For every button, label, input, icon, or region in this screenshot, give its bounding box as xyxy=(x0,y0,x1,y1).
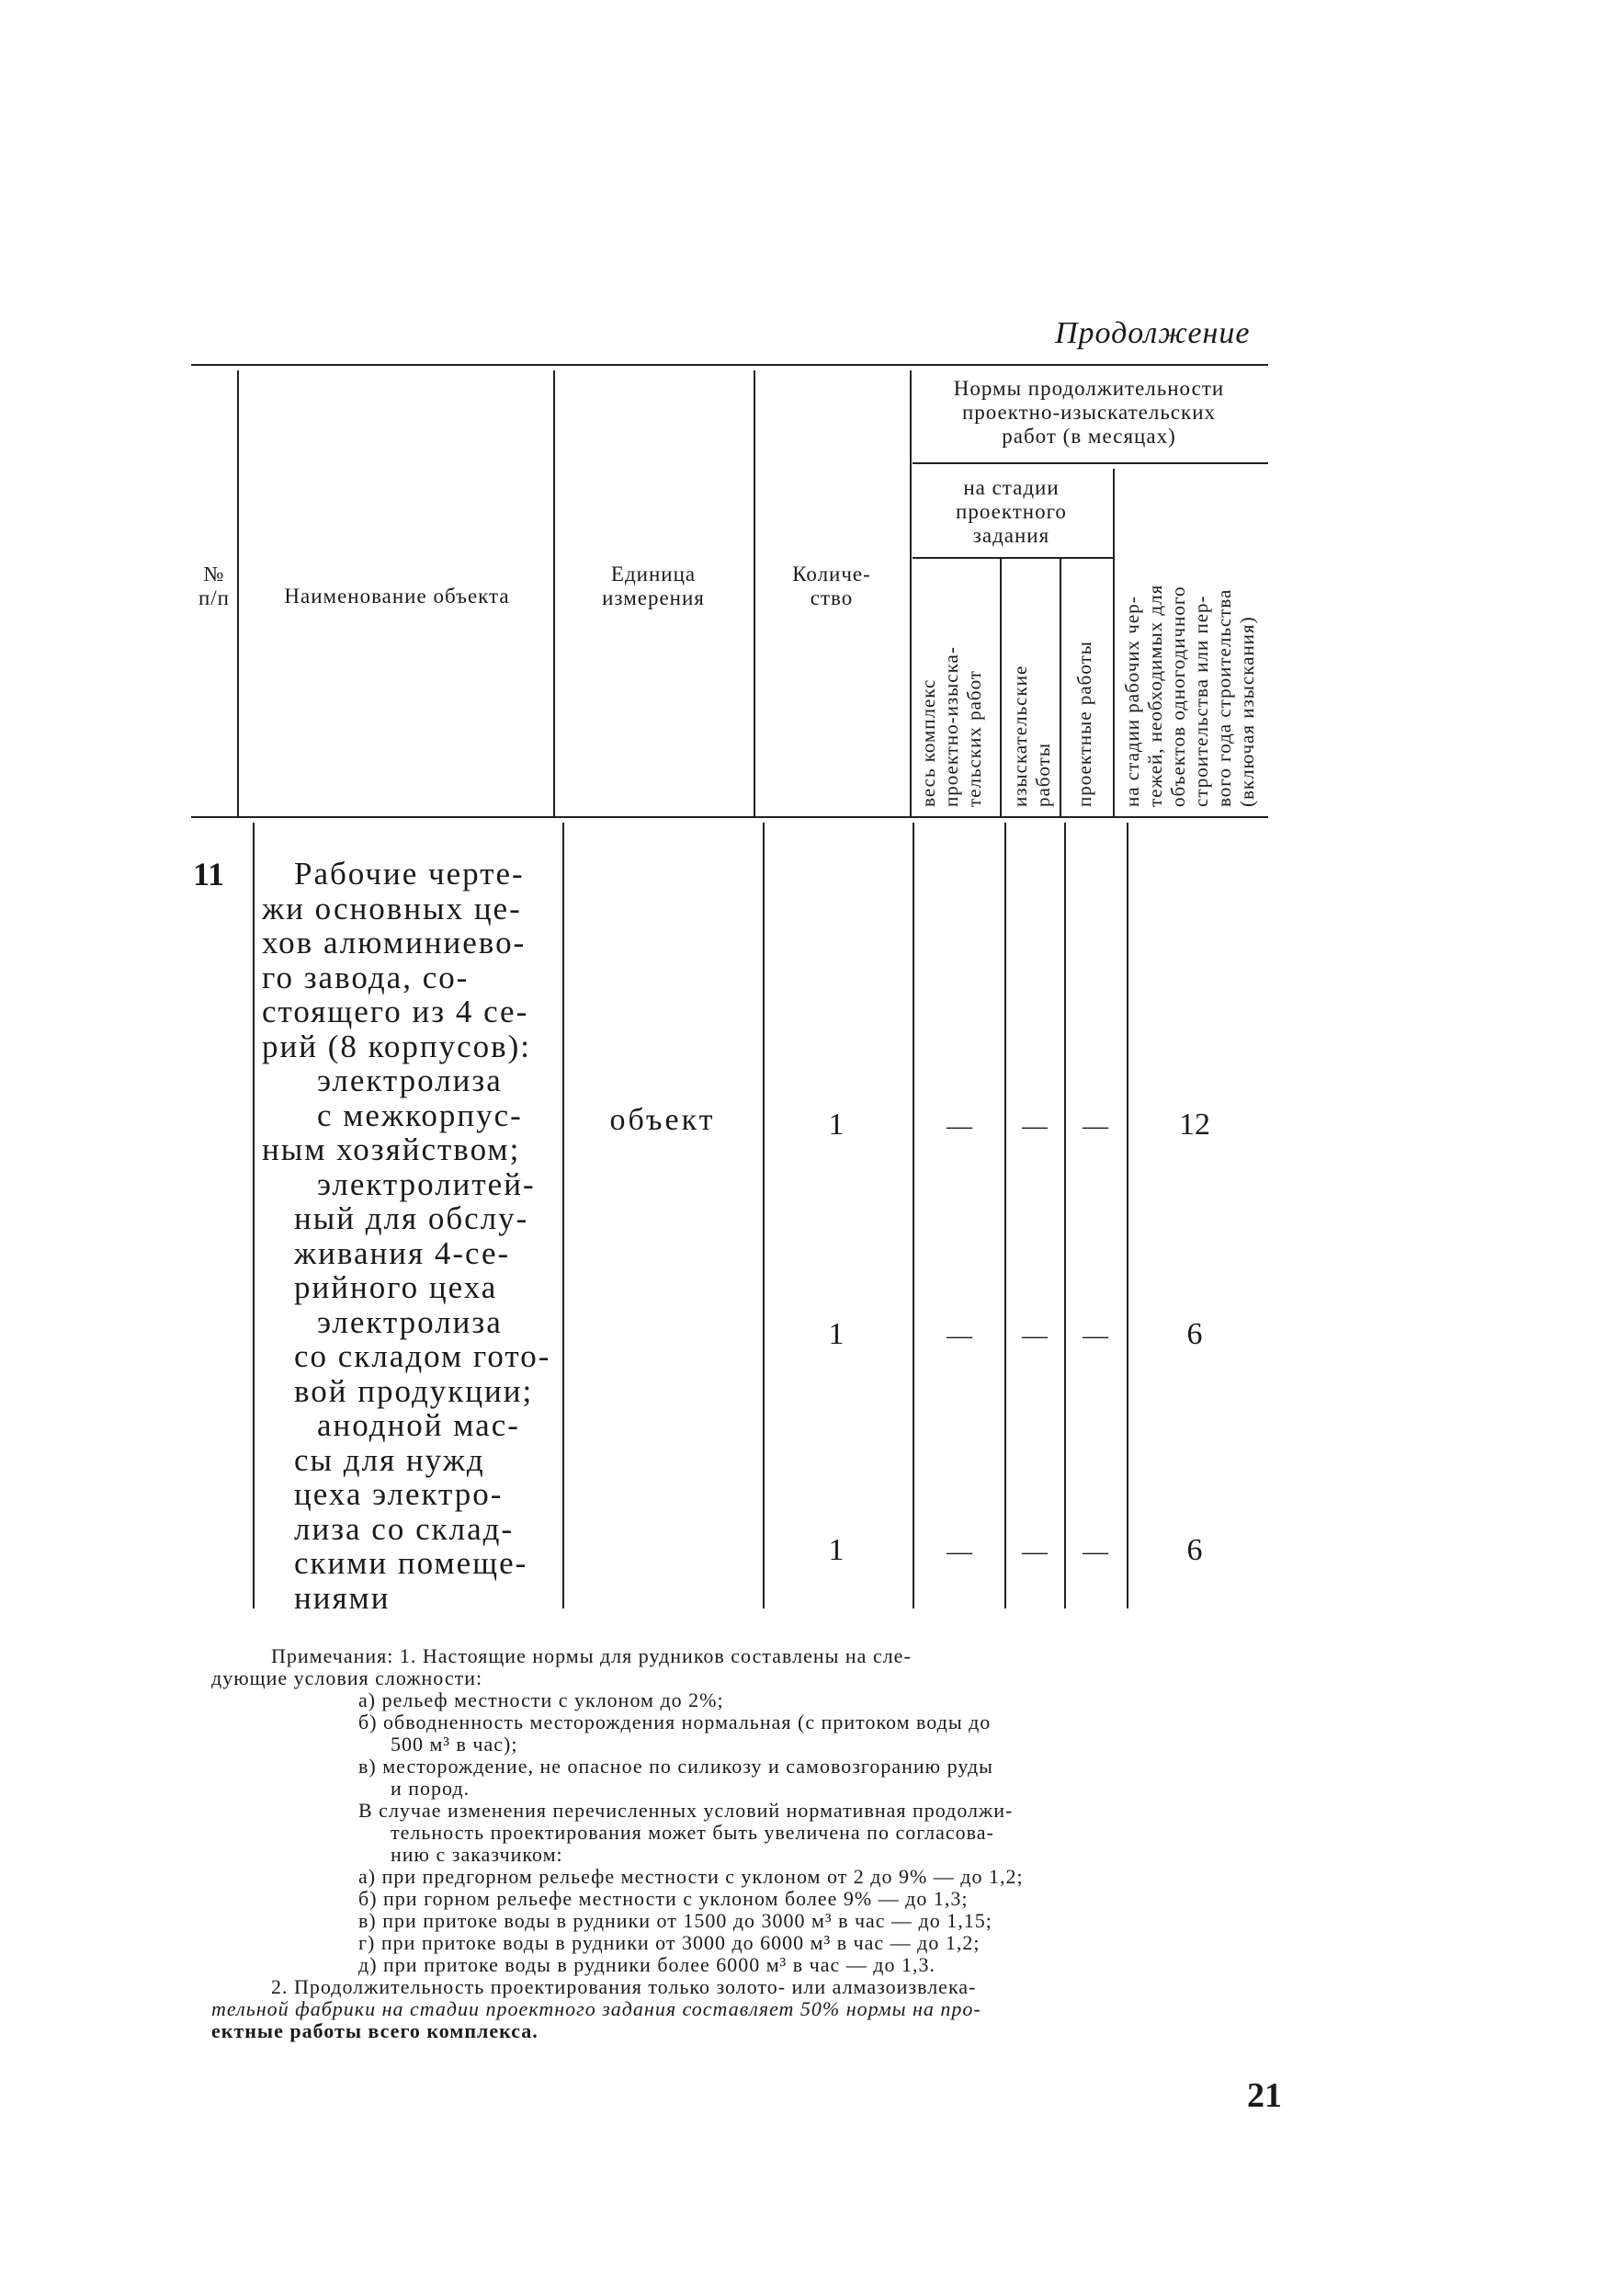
note-line: а) рельеф местности с уклоном до 2%; xyxy=(358,1688,724,1711)
header-bottom-rule xyxy=(191,816,1268,818)
object-name-line: рийного цеха xyxy=(294,1269,498,1305)
row-number: 11 xyxy=(193,856,225,892)
note-line: д) при притоке воды в рудники более 6000 м³ в час — до 1,3. xyxy=(358,1953,935,1976)
survey-value: — xyxy=(1022,1538,1048,1566)
header-design: проектные работы xyxy=(1073,641,1095,807)
header-quantity-line: ство xyxy=(810,586,854,609)
note-line: нию с заказчиком: xyxy=(391,1843,563,1866)
object-name-line: стоящего из 4 се- xyxy=(262,994,529,1029)
object-name-line: вой продукции; xyxy=(294,1372,534,1409)
object-name-line: хов алюминиево- xyxy=(262,925,527,960)
survey-value: — xyxy=(1022,1322,1048,1350)
header-duration-line: Нормы продолжительности xyxy=(953,377,1225,400)
col-divider xyxy=(1000,557,1002,816)
design-value: — xyxy=(1083,1112,1108,1141)
object-name-line: цеха электро- xyxy=(294,1476,504,1512)
quantity-value: 1 xyxy=(828,1108,845,1142)
col-divider xyxy=(1113,469,1115,816)
header-quantity xyxy=(754,563,910,610)
note-line: Примечания: 1. Настоящие нормы для рудников составлены на сле- xyxy=(271,1644,912,1667)
complex-value: — xyxy=(947,1322,972,1350)
complex-value: — xyxy=(947,1538,972,1566)
object-name-line: сы для нужд xyxy=(294,1441,485,1478)
object-name-line: со складом гото- xyxy=(294,1338,551,1374)
note-line: а) при предгорном рельефе местности с уклоном от 2 до 9% — до 1,2; xyxy=(358,1865,1024,1888)
object-name-line: рий (8 корпусов): xyxy=(262,1028,532,1064)
object-name-line: анодной мас- xyxy=(317,1407,520,1443)
note-line: ектные работы всего комплекса. xyxy=(211,2019,539,2042)
survey-value: — xyxy=(1022,1112,1048,1141)
col-divider xyxy=(1127,823,1128,1608)
quantity-value: 1 xyxy=(828,1317,845,1351)
header-number-line: п/п xyxy=(198,586,230,609)
note-line: дующие условия сложности: xyxy=(211,1666,483,1689)
note-line: 2. Продолжительность проектирования только золото- или алмазоизвлека- xyxy=(271,1975,977,1998)
header-duration-line: проектно-изыскательских xyxy=(961,401,1217,424)
header-working: на стадии рабочих чер- тежей, необходимых для объектов одногодичного строительства или пер- вого года строительства (включая изыскания) xyxy=(1121,584,1258,807)
header-design-stage-line: задания xyxy=(972,524,1050,547)
note-line: в) месторождение, не опасное по силикозу и самовозгоранию руды xyxy=(358,1755,993,1778)
working-value: 12 xyxy=(1179,1108,1210,1142)
object-name-line: жи основных це- xyxy=(262,890,522,926)
object-name-line: с межкорпус- xyxy=(317,1097,523,1133)
object-name-line: электролиза xyxy=(317,1303,503,1340)
object-name-line: лиза со склад- xyxy=(294,1510,515,1547)
col-divider xyxy=(1064,823,1066,1608)
header-duration-line: работ (в месяцах) xyxy=(1002,425,1176,448)
object-name-line: ный для обслу- xyxy=(294,1200,529,1236)
note-line: б) обводненность месторождения нормальная (с притоком воды до xyxy=(358,1711,992,1733)
note-line: В случае изменения перечисленных условий нормативная продолжи- xyxy=(358,1799,1014,1822)
header-number-line: № xyxy=(203,563,225,585)
note-line: б) при горном рельефе местности с уклоном более 9% — до 1,3; xyxy=(358,1887,969,1910)
object-name xyxy=(262,857,556,1615)
design-value: — xyxy=(1083,1538,1108,1566)
design-value: — xyxy=(1083,1322,1108,1350)
object-name-line: го завода, со- xyxy=(262,959,470,995)
object-name-line: скими помеще- xyxy=(294,1545,528,1581)
duration-group-rule xyxy=(913,462,1268,464)
header-number xyxy=(188,563,240,610)
col-divider xyxy=(1060,557,1061,816)
col-divider xyxy=(253,823,255,1608)
header-design-stage-line: на стадии xyxy=(963,476,1060,499)
header-design-stage xyxy=(910,476,1113,548)
object-name-line: электролитей- xyxy=(317,1165,536,1202)
object-name-line: ным хозяйством; xyxy=(262,1131,521,1167)
object-name-line: живания 4-се- xyxy=(294,1234,511,1271)
object-name-line: ниями xyxy=(294,1579,391,1616)
table-top-rule xyxy=(191,364,1268,366)
header-survey: изыскательские работы xyxy=(1009,665,1054,807)
notes xyxy=(211,1645,1277,2042)
note-line: 500 м³ в час); xyxy=(391,1733,518,1756)
complex-value: — xyxy=(947,1112,972,1141)
design-stage-rule xyxy=(913,557,1113,559)
continuation-label: Продолжение xyxy=(1055,316,1251,350)
unit-value: объект xyxy=(609,1103,716,1137)
working-value: 6 xyxy=(1186,1317,1203,1351)
object-name-line: электролиза xyxy=(317,1063,503,1098)
col-divider xyxy=(1004,823,1006,1608)
note-line: и пород. xyxy=(391,1777,471,1800)
header-name: Наименование объекта xyxy=(284,585,510,608)
header-unit xyxy=(553,563,754,610)
object-name-line: Рабочие черте- xyxy=(294,856,525,892)
note-line: тельность проектирования может быть увеличена по согласова- xyxy=(391,1821,994,1844)
header-design-stage-line: проектного xyxy=(956,500,1067,523)
header-quantity-line: Количе- xyxy=(792,563,871,585)
col-divider xyxy=(763,823,765,1608)
header-unit-line: измерения xyxy=(602,586,705,609)
note-line: в) при притоке воды в рудники от 1500 до 3000 м³ в час — до 1,15; xyxy=(358,1909,992,1932)
note-line: тельной фабрики на стадии проектного задания составляет 50% нормы на про- xyxy=(211,1997,981,2020)
header-complex: весь комплекс проектно-изыска- тельских работ xyxy=(917,646,985,807)
header-duration-group xyxy=(910,377,1268,449)
working-value: 6 xyxy=(1186,1533,1203,1567)
col-divider xyxy=(913,823,914,1608)
note-line: г) при притоке воды в рудники от 3000 до 6000 м³ в час — до 1,2; xyxy=(358,1931,981,1954)
quantity-value: 1 xyxy=(828,1533,845,1567)
header-unit-line: Единица xyxy=(610,563,697,585)
col-divider xyxy=(562,823,564,1608)
page-number: 21 xyxy=(1247,2076,1282,2115)
